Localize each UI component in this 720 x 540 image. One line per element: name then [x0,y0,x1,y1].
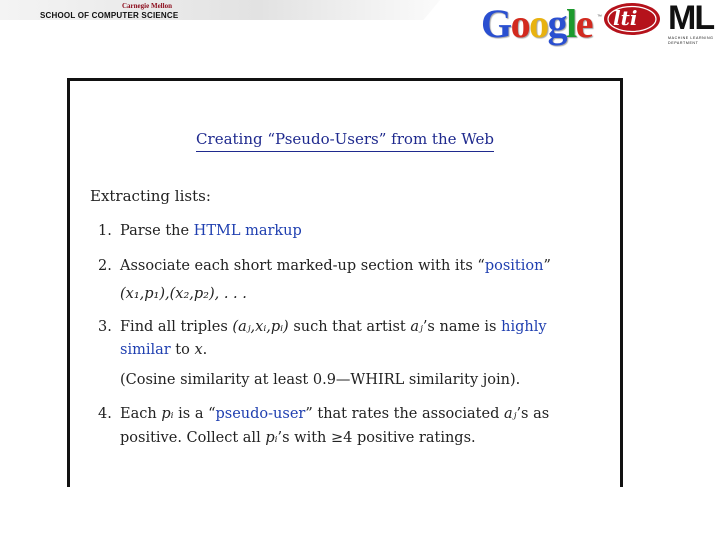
similar-link[interactable]: similar [120,342,171,358]
highly-similar-link[interactable]: highly [501,319,547,335]
item-1: Parse the HTML markup [120,223,302,239]
university-name: Carnegie Mellon [122,2,172,10]
item-3-number: 3. [98,319,112,335]
school-name: SCHOOL OF COMPUTER SCIENCE [40,11,179,20]
item-2-pairs: (x₁,p₁),(x₂,p₂), . . . [120,286,247,302]
item-4-line-2: positive. Collect all pᵢ’s with ≥4 positive ratings. [120,430,476,446]
item-1-number: 1. [98,223,112,239]
item-3-line-1: Find all triples (aⱼ,xᵢ,pᵢ) such that artist aⱼ’s name is highly [120,319,547,335]
item-4-number: 4. [98,406,112,422]
item-2: Associate each short marked-up section with its “position” [120,258,551,274]
slide-frame [67,78,623,487]
ml-department-label: MACHINE LEARNING DEPARTMENT [668,36,714,45]
google-trademark: ™ [597,14,602,20]
position-link[interactable]: position [484,258,544,274]
html-markup-link[interactable]: HTML markup [193,223,302,239]
artist-variable: aⱼ [410,319,423,335]
header-bar [0,0,720,58]
lti-logo-label: lti [613,6,638,30]
ml-logo: ML [668,0,714,37]
item-3-note: (Cosine similarity at least 0.9—WHIRL similarity join). [120,372,521,388]
item-2-number: 2. [98,258,112,274]
item-3-line-2: similar to x. [120,342,208,358]
triple-notation: (aⱼ,xᵢ,pᵢ) [232,319,289,335]
item-4-line-1: Each pᵢ is a “pseudo-user” that rates the associated aⱼ’s as [120,406,550,422]
pseudo-user-link[interactable]: pseudo-user [215,406,306,422]
section-heading: Extracting lists: [90,187,211,205]
google-logo: Google [481,1,593,46]
title-underline [196,151,494,152]
slide-title: Creating “Pseudo-Users” from the Web [196,130,494,148]
